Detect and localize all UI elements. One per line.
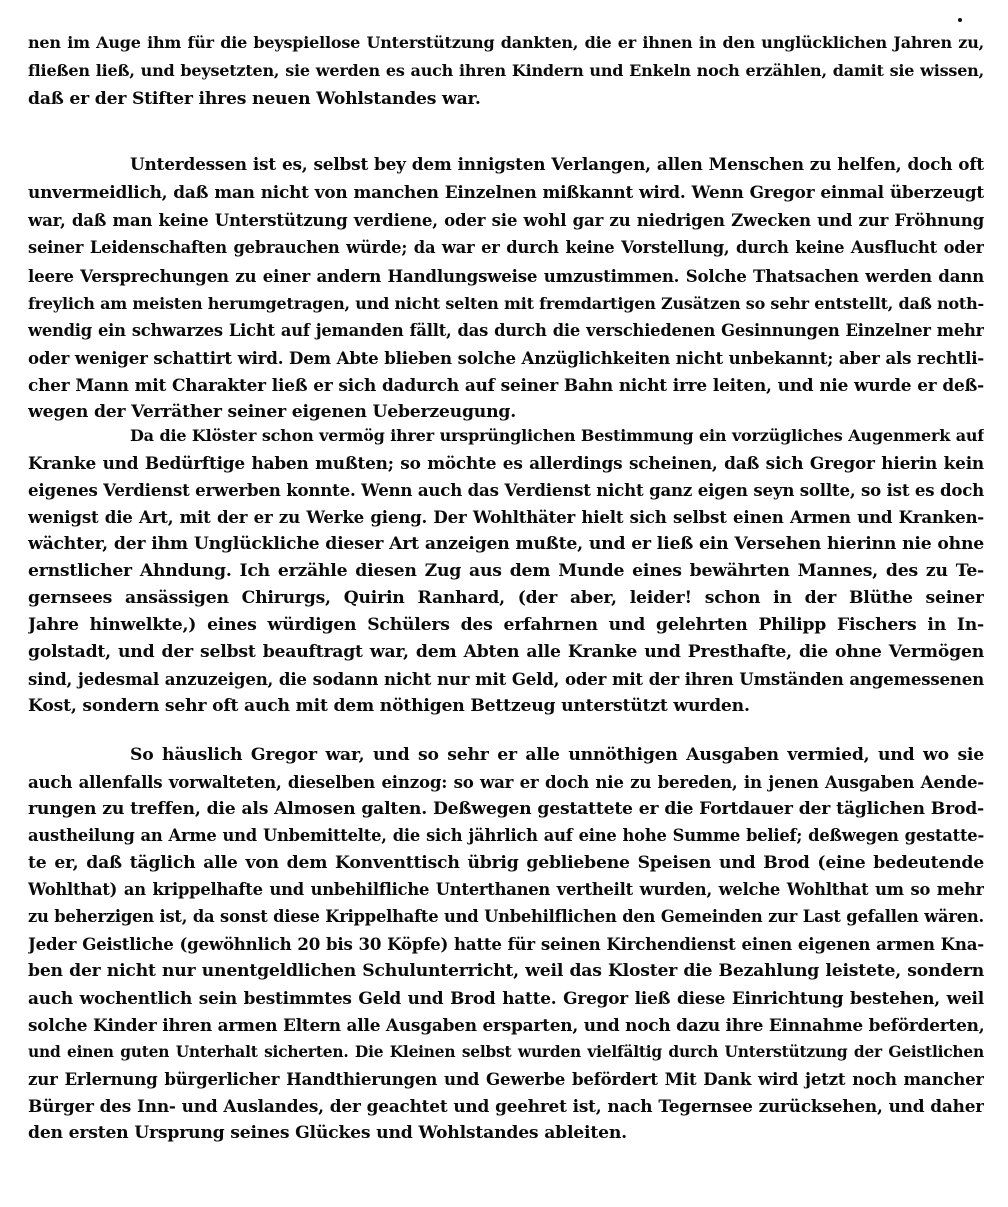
text-line: wächter, der ihm Unglückliche dieser Art anzeigen mußte, und er ließ ein Versehen hierinn nie ohne bbox=[28, 534, 984, 554]
text-line: auch allenfalls vorwalteten, dieselben einzog: so war er doch nie zu bereden, in jenen Ausgaben Aende- bbox=[28, 772, 984, 792]
text-line: seiner Leidenschaften gebrauchen würde; da war er durch keine Vorstellung, durch keine Ausflucht oder bbox=[28, 238, 984, 257]
text-line: Kost, sondern sehr oft auch mit dem nöthigen Bettzeug unterstützt wurden. bbox=[28, 696, 750, 716]
text-line: Kranke und Bedürftige haben mußten; so möchte es allerdings scheinen, daß sich Gregor hierin kein bbox=[28, 453, 984, 473]
text-line: austheilung an Arme und Unbemittelte, die sich jährlich auf eine hohe Summe belief; deßwegen gestatte- bbox=[28, 826, 984, 845]
text-line: nen im Auge ihm für die beyspiellose Unterstützung dankten, die er ihnen in den unglücklichen Jahren zu, bbox=[28, 33, 984, 52]
text-line: te er, daß täglich alle von dem Konventtisch übrig gebliebene Speisen und Brod (eine bedeutende bbox=[28, 853, 984, 873]
text-line: wenigst die Art, mit der er zu Werke gieng. Der Wohlthäter hielt sich selbst einen Armen und Kranken- bbox=[28, 507, 984, 527]
text-line: gernsees ansässigen Chirurgs, Quirin Ranhard, (der aber, leider! schon in der Blüthe seiner bbox=[28, 588, 984, 608]
text-line: Unterdessen ist es, selbst bey dem innigsten Verlangen, allen Menschen zu helfen, doch oft bbox=[130, 154, 984, 174]
text-line: fließen ließ, und beysetzten, sie werden es auch ihren Kindern und Enkeln noch erzählen, damit sie wissen, bbox=[28, 61, 984, 80]
text-line: leere Versprechungen zu einer andern Handlungsweise umzustimmen. Solche Thatsachen werden dann bbox=[28, 266, 984, 286]
text-line: Da die Klöster schon vermög ihrer ursprünglichen Bestimmung ein vorzügliches Augenmerk auf bbox=[130, 426, 984, 445]
text-line: und einen guten Unterhalt sicherten. Die Kleinen selbst wurden vielfältig durch Unterstützung der Geistlichen bbox=[28, 1043, 984, 1061]
text-line: Jeder Geistliche (gewöhnlich 20 bis 30 Köpfe) hatte für seinen Kirchendienst einen eigenen armen Kna- bbox=[28, 934, 984, 954]
text-line: freylich am meisten herumgetragen, und nicht selten mit fremdartigen Zusätzen so sehr entstellt, daß noth- bbox=[28, 294, 984, 313]
text-line: ernstlicher Ahndung. Ich erzähle diesen Zug aus dem Munde eines bewährten Mannes, des zu Te- bbox=[28, 561, 984, 581]
text-line: Wohlthat) an krippelhafte und unbehilfliche Unterthanen vertheilt wurden, welche Wohlthat um so mehr bbox=[28, 880, 984, 899]
text-line: auch wochentlich sein bestimmtes Geld und Brod hatte. Gregor ließ diese Einrichtung bestehen, weil bbox=[28, 988, 984, 1008]
text-line: zur Erlernung bürgerlicher Handthierungen und Gewerbe befördert Mit Dank wird jetzt noch mancher bbox=[28, 1069, 984, 1089]
text-line: golstadt, und der selbst beauftragt war, dem Abten alle Kranke und Presthafte, die ohne Vermögen bbox=[28, 642, 984, 662]
text-line: sind, jedesmal anzuzeigen, die sodann nicht nur mit Geld, oder mit der ihren Umständen angemessenen bbox=[28, 669, 984, 689]
text-line: unvermeidlich, daß man nicht von manchen Einzelnen mißkannt wird. Wenn Gregor einmal überzeugt bbox=[28, 182, 984, 202]
text-line: solche Kinder ihren armen Eltern alle Ausgaben ersparten, und noch dazu ihre Einnahme beförderten, bbox=[28, 1015, 984, 1035]
text-line: wegen der Verräther seiner eigenen Ueberzeugung. bbox=[28, 402, 516, 422]
text-line: cher Mann mit Charakter ließ er sich dadurch auf seiner Bahn nicht irre leiten, und nie wurde er deß- bbox=[28, 375, 984, 395]
text-line: rungen zu treffen, die als Almosen galten. Deßwegen gestattete er die Fortdauer der täglichen Brod- bbox=[28, 799, 984, 819]
text-line: den ersten Ursprung seines Glückes und Wohlstandes ableiten. bbox=[28, 1123, 627, 1143]
text-line: Bürger des Inn- und Auslandes, der geachtet und geehret ist, nach Tegernsee zurücksehen, und daher bbox=[28, 1096, 984, 1116]
text-line: So häuslich Gregor war, und so sehr er alle unnöthigen Ausgaben vermied, und wo sie bbox=[130, 745, 984, 765]
text-line: wendig ein schwarzes Licht auf jemanden fällt, das durch die verschiedenen Gesinnungen Einzelner mehr bbox=[28, 321, 984, 340]
ink-speck bbox=[958, 18, 962, 22]
text-line: eigenes Verdienst erwerben konnte. Wenn auch das Verdienst nicht ganz eigen seyn sollte, so ist es doch bbox=[28, 480, 984, 500]
text-line: oder weniger schattirt wird. Dem Abte blieben solche Anzüglichkeiten nicht unbekannt; aber als rechtli- bbox=[28, 348, 984, 368]
text-line: ben der nicht nur unentgeldlichen Schulunterricht, weil das Kloster die Bezahlung leistete, sondern bbox=[28, 961, 984, 981]
text-line: daß er der Stifter ihres neuen Wohlstandes war. bbox=[28, 89, 481, 109]
text-line: zu beherzigen ist, da sonst diese Krippelhafte und Unbehilflichen den Gemeinden zur Last gefallen wären. bbox=[28, 907, 984, 926]
text-line: war, daß man keine Unterstützung verdiene, oder sie wohl gar zu niedrigen Zwecken und zur Fröhnung bbox=[28, 210, 984, 230]
text-line: Jahre hinwelkte,) eines würdigen Schülers des erfahrnen und gelehrten Philipp Fischers in In- bbox=[28, 615, 984, 635]
